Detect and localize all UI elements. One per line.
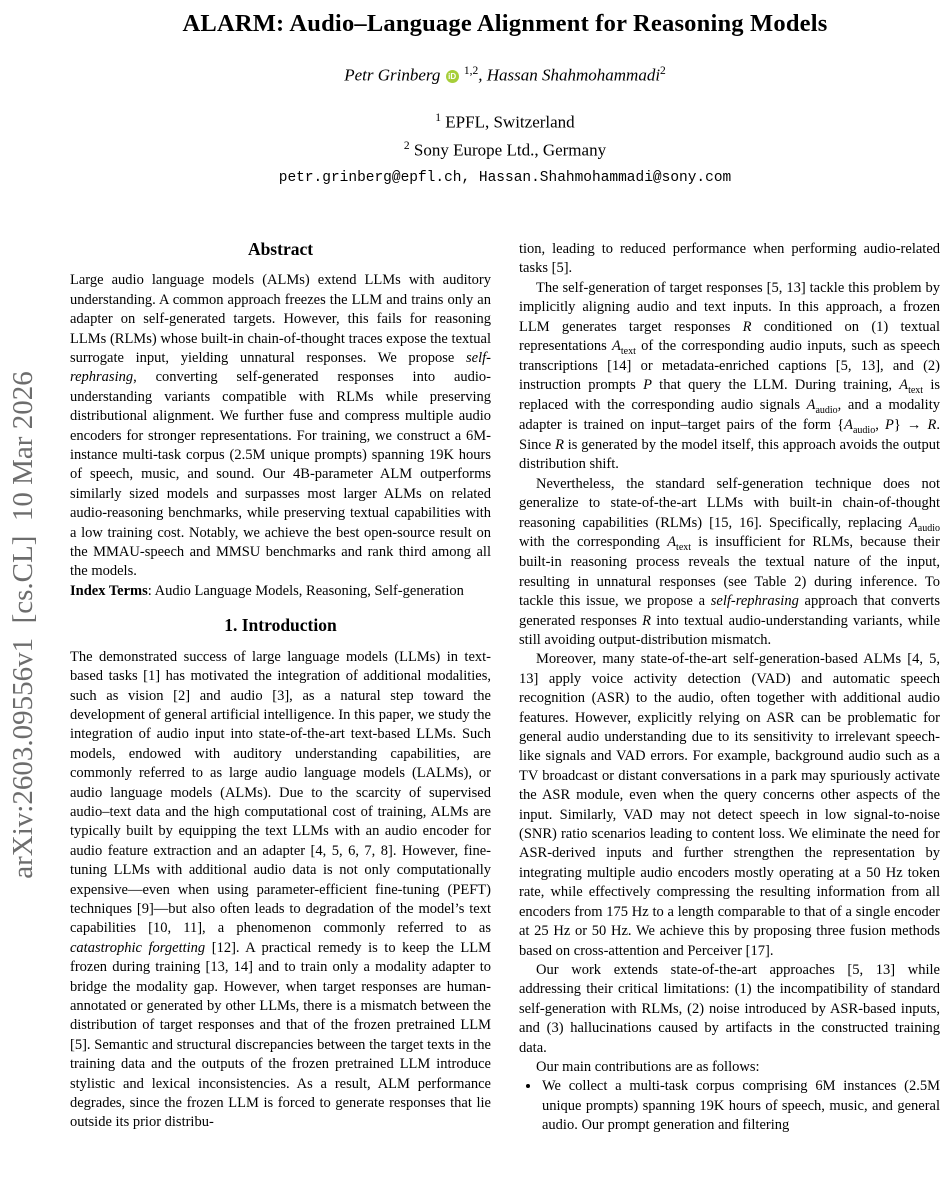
paper-title: ALARM: Audio–Language Alignment for Reasoning Models	[182, 10, 828, 37]
paragraph-nevertheless: Nevertheless, the standard self-generation technique does not generalize to state-of-the-art LLMs with built-in chain-of-thought reasoning capabilities (RLMs) [15, 16]. Specifically, replacing $A_{audio}$ with the corresponding $A_{text}$ is insufficient for RLMs, because their built-in reasoning process reveals the textual nature of the input, resulting in unnatural responses (see Table 2) during inference. To tackle this issue, we propose a self-rephrasing approach that converts generated responses R into textual audio-understanding variants, while still avoiding output-distribution mismatch.	[519, 475, 941, 648]
paragraph-continuation: tion, leading to reduced performance when performing audio-related tasks [5].	[519, 240, 940, 277]
email-line: petr.grinberg@epfl.ch, Hassan.Shahmohammadi@sony.com	[278, 169, 732, 186]
author-name-1: Petr Grinberg	[344, 65, 445, 85]
paragraph-self-generation: The self-generation of target responses [5, 13] tackle this problem by implicitly aligning audio and text inputs. In this approach, a frozen LLM generates target responses R conditioned on (1) textual representations $A_{text}$ of the corresponding audio inputs, such as speech transcriptions [14] or metadata-enriched captions [5, 13], and (2) instruction prompts P that query the LLM. During training, $A_{text}$ is replaced with the corresponding audio signals $A_{audio}$, and a modality adapter is trained on input–target pairs of the form {$A_{audio}$, P} → R. Since R is generated by the model itself, this approach avoids the output distribution shift.	[519, 279, 941, 473]
author-separator: ,	[478, 65, 487, 85]
section-heading-introduction: 1. Introduction	[224, 615, 337, 636]
affiliation-2: $^2$ Sony Europe Ltd., Germany	[403, 140, 607, 160]
index-terms-label: Index Terms	[70, 582, 148, 599]
two-column-body	[70, 240, 940, 1136]
author-1-affiliation-mark: 1,2	[463, 65, 479, 77]
left-column	[70, 240, 491, 1136]
right-column	[519, 240, 940, 1136]
contribution-item: • We collect a multi-task corpus comprising 6M instances (2.5M unique prompts) spanning 19K hours of speech, music, and general audio. Our prompt generation and filtering	[541, 1077, 940, 1135]
paragraph-our-work: Our work extends state-of-the-art approaches [5, 13] while addressing their critical limitations: (1) the incompatibility of standard self-generation with RLMs, (2) noise introduced by ASR-based inputs, and (3) hallucinations caused by artifacts in the constructed training data.	[519, 961, 940, 1056]
affiliation-1: $^1$ EPFL, Switzerland	[435, 111, 575, 132]
introduction-paragraph: The demonstrated success of large language models (LLMs) in text-based tasks [1] has motivated the integration of additional modalities, such as vision [2] and audio [3], as a natural step toward the development of general artificial intelligence. In this paper, we study the integration of audio input into state-of-the-art text-based LLMs. Such models, endowed with auditory understanding capabilities, are commonly referred to as large audio language models (LALMs), or audio language models (ALMs). Due to the scarcity of supervised audio–text data and the high computational cost of training, ALMs are typically built by equipping the text LLMs with an audio encoder for audio feature extraction and an adapter [4, 5, 6, 7, 8]. However, fine-tuning LLMs with additional audio data is not only computationally expensive—even when using parameter-efficient fine-tuning (PEFT) techniques [9]—but also often leads to degradation of the model’s text capabilities [10, 11], a phenomenon commonly referred to as catastrophic forgetting [12]. A practical remedy is to keep the LLM frozen during training [13, 14] and to train only a modality adapter to bridge the modality gap. However, when target responses are human-annotated or generated by other LLMs, there is a mismatch between the distribution of target responses and that of the frozen pretrained LLM [5]. Semantic and structural discrepancies between the target texts in the training data and the outputs of the frozen pretrained LLM introduce stylistic and lexical inconsistencies. As a result, ALM performance degrades, since the frozen LLM is forced to generate responses that lie outside its prior distribu-	[70, 648, 491, 1131]
abstract-heading: Abstract	[247, 238, 314, 259]
contributions-list	[519, 1077, 940, 1135]
orcid-icon[interactable]: iD	[446, 70, 459, 83]
paper-header	[70, 10, 940, 186]
author-2-affiliation-mark: 2	[660, 65, 666, 77]
arxiv-stamp: arXiv:2603.09556v1 [cs.CL] 10 Mar 2026	[7, 371, 39, 879]
index-terms-text: : Audio Language Models, Reasoning, Self-generation	[147, 582, 464, 599]
author-name-2: Hassan Shahmohammadi	[486, 65, 661, 85]
paragraph-moreover: Moreover, many state-of-the-art self-generation-based ALMs [4, 5, 13] apply voice activity detection (VAD) and automatic speech recognition (ASR) to the audio, often together with additional audio features. However, explicitly relying on ASR can be problematic for general audio understanding due to its sensitivity to irrelevant speech-like signals and VAD errors. For example, background audio such as a TV broadcast or distant conversations in a park may spuriously activate the ASR module, even when the query concerns other aspects of the input. Similarly, VAD may not detect speech in low signal-to-noise (SNR) ratio scenarios leading to content loss. We eliminate the need for ASR-derived inputs and further strengthen the representation by integrating multiple audio encoders mostly operating at a 50 Hz token rate, while effectively compressing the resulting information from all encoders from 175 Hz to a length comparable to that of a single encoder at 25 Hz or 50 Hz. We achieve this by proposing three fusion methods based on cross-attention and Perceiver [17].	[519, 651, 940, 959]
authors-line	[70, 65, 940, 86]
index-terms	[70, 582, 491, 601]
affiliations	[70, 106, 940, 163]
paragraph-contributions-intro: Our main contributions are as follows:	[536, 1058, 760, 1075]
abstract-text: Large audio language models (ALMs) extend LLMs with auditory understanding. A common approach freezes the LLM and trains only an adapter on self-generated targets. However, this fails for reasoning LLMs (RLMs) whose built-in chain-of-thought traces expose the textual surrogate input, yielding unnatural responses. We propose self-rephrasing, converting self-generated responses into audio-understanding variants compatible with RLMs while preserving distributional alignment. We further fuse and compress multiple audio encoders for stronger representations. For training, we construct a 6M-instance multi-task corpus (2.5M unique prompts) spanning 19K hours of speech, music, and sound. Our 4B-parameter ALM outperforms similarly sized models and surpasses most larger ALMs on related audio-reasoning benchmarks, while preserving textual capabilities with a low training cost. Notably, we achieve the best open-source result on the MMAU-speech and MMSU benchmarks and rank third among all the models.	[70, 272, 491, 580]
